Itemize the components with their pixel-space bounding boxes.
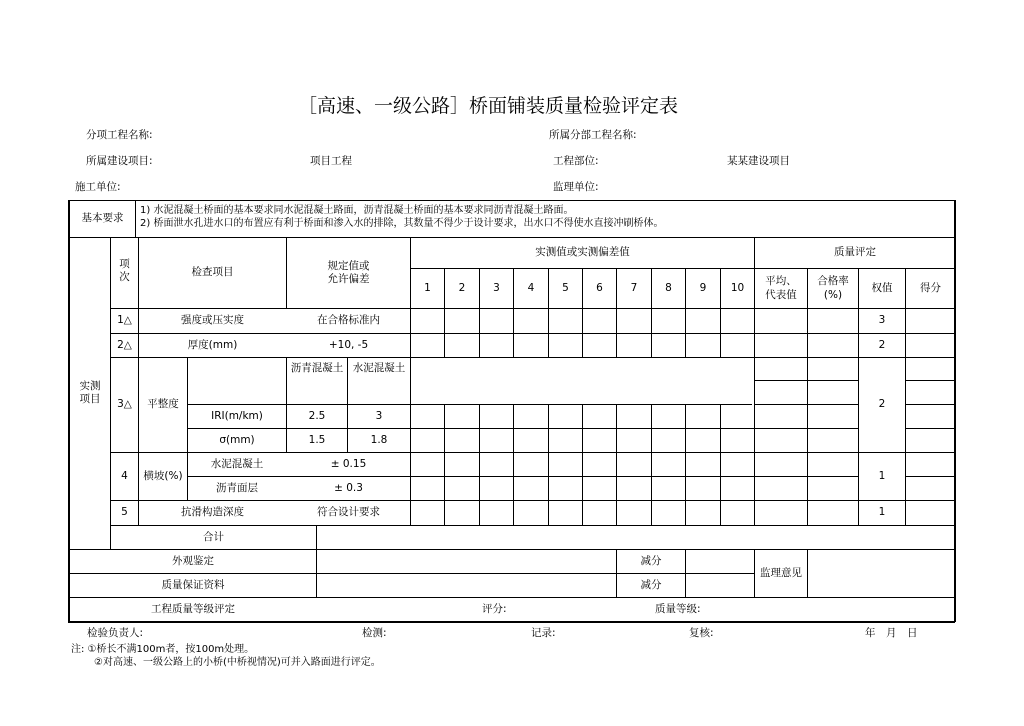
avg-header: 平均、 代表值 — [765, 275, 797, 301]
row3-item: 平整度 — [147, 398, 179, 411]
row1-weight: 3 — [878, 314, 886, 327]
basic-requirements-label: 基本要求 — [81, 212, 124, 225]
weight-header: 权值 — [871, 281, 893, 294]
measured-values-header: 实测值或实测偏差值 — [535, 246, 630, 259]
measured-col-6: 6 — [596, 281, 603, 294]
row3-weight: 2 — [878, 398, 886, 411]
row4-weight: 1 — [878, 469, 886, 482]
constructor-label: 施工单位: — [75, 181, 121, 193]
measured-col-9: 9 — [699, 281, 707, 294]
row3-iri-asphalt: 2.5 — [308, 409, 326, 422]
row4-sub2: 沥青面层 — [216, 481, 258, 494]
parent-name-label: 所属分部工程名称: — [549, 129, 637, 141]
row4-no: 4 — [121, 469, 128, 482]
row4-item: 横坡(%) — [143, 469, 183, 482]
measured-col-8: 8 — [665, 281, 672, 294]
location-value: 某某建设项目 — [727, 155, 790, 167]
subitem-name-label: 分项工程名称: — [86, 129, 153, 141]
row2-weight: 2 — [878, 338, 886, 351]
score-header: 得分 — [920, 281, 941, 294]
row3-iri-cement: 3 — [375, 409, 383, 422]
measured-col-2: 2 — [458, 281, 466, 294]
row2-item: 厚度(mm) — [187, 338, 238, 351]
row4-sub1-spec: ± 0.15 — [330, 457, 367, 470]
recorder-label: 记录: — [531, 627, 556, 639]
grade-label: 质量等级: — [655, 603, 701, 615]
pass-rate-header: 合格率 (%) — [817, 275, 849, 301]
row5-item: 抗滑构造深度 — [181, 506, 244, 519]
check-item-header: 检查项目 — [191, 266, 234, 279]
reviewer-label: 复核: — [689, 627, 714, 639]
row1-item: 强度或压实度 — [181, 314, 244, 327]
row3-cement-header: 水泥混凝土 — [352, 362, 406, 375]
row5-weight: 1 — [878, 506, 886, 519]
row2-spec: +10, -5 — [328, 338, 369, 351]
row2-no: 2△ — [117, 338, 132, 351]
row3-iri-label: IRI(m/km) — [211, 409, 263, 422]
measured-col-3: 3 — [493, 281, 500, 294]
measured-col-5: 5 — [562, 281, 569, 294]
score-label: 评分: — [482, 603, 507, 615]
item-no-header: 项 次 — [119, 258, 130, 284]
page-title: ［高速、一级公路］桥面铺装质量检验评定表 — [298, 95, 679, 117]
spec-header: 规定值或 允许偏差 — [327, 259, 370, 285]
row4-sub2-spec: ± 0.3 — [334, 481, 363, 494]
quality-eval-header: 质量评定 — [834, 246, 876, 259]
deduct-label-2: 减分 — [640, 578, 662, 591]
basic-requirement-1: 1) 水泥混凝土桥面的基本要求同水泥混凝土路面，沥青混凝土桥面的基本要求同沥青混凝土路面。 — [140, 205, 574, 216]
location-label: 工程部位: — [553, 155, 599, 167]
supervisor-opinion-label: 监理意见 — [760, 566, 802, 579]
grade-eval-label: 工程质量等级评定 — [151, 602, 235, 615]
project-label: 所属建设项目: — [86, 155, 153, 167]
date-label: 年 月 日 — [865, 627, 918, 639]
quality-docs-label: 质量保证资料 — [161, 578, 225, 591]
appearance-label: 外观鉴定 — [172, 554, 214, 567]
basic-requirement-2: 2) 桥面泄水孔进水口的布置应有利于桥面和渗入水的排除，其数量不得少于设计要求，出水口不得使水直接冲刷桥体。 — [140, 218, 664, 229]
measured-col-10: 10 — [730, 281, 745, 294]
row3-sigma-asphalt: 1.5 — [308, 433, 326, 446]
measured-col-4: 4 — [527, 281, 535, 294]
row3-no: 3△ — [117, 398, 132, 411]
measured-items-label: 实测 项目 — [79, 379, 101, 405]
total-label: 合计 — [203, 530, 224, 543]
row3-sigma-cement: 1.8 — [370, 433, 388, 446]
supervisor-label: 监理单位: — [553, 181, 599, 193]
row5-no: 5 — [121, 506, 128, 519]
row3-asphalt-header: 沥青混凝土 — [290, 362, 344, 375]
note-1: 注: ①桥长不满100m者，按100m处理。 — [71, 644, 255, 655]
row1-spec: 在合格标准内 — [317, 314, 380, 327]
measured-col-7: 7 — [630, 281, 638, 294]
deduct-label-1: 减分 — [640, 554, 662, 567]
row3-sigma-label: σ(mm) — [219, 433, 255, 446]
project-value: 项目工程 — [310, 155, 352, 167]
note-2: ②对高速、一级公路上的小桥(中桥视情况)可并入路面进行评定。 — [94, 657, 381, 668]
row1-no: 1△ — [117, 314, 132, 327]
measured-col-1: 1 — [424, 281, 431, 294]
inspector-label: 检验负责人: — [87, 627, 144, 639]
tester-label: 检测: — [362, 627, 387, 639]
row5-spec: 符合设计要求 — [317, 506, 380, 519]
row4-sub1: 水泥混凝土 — [210, 457, 264, 470]
